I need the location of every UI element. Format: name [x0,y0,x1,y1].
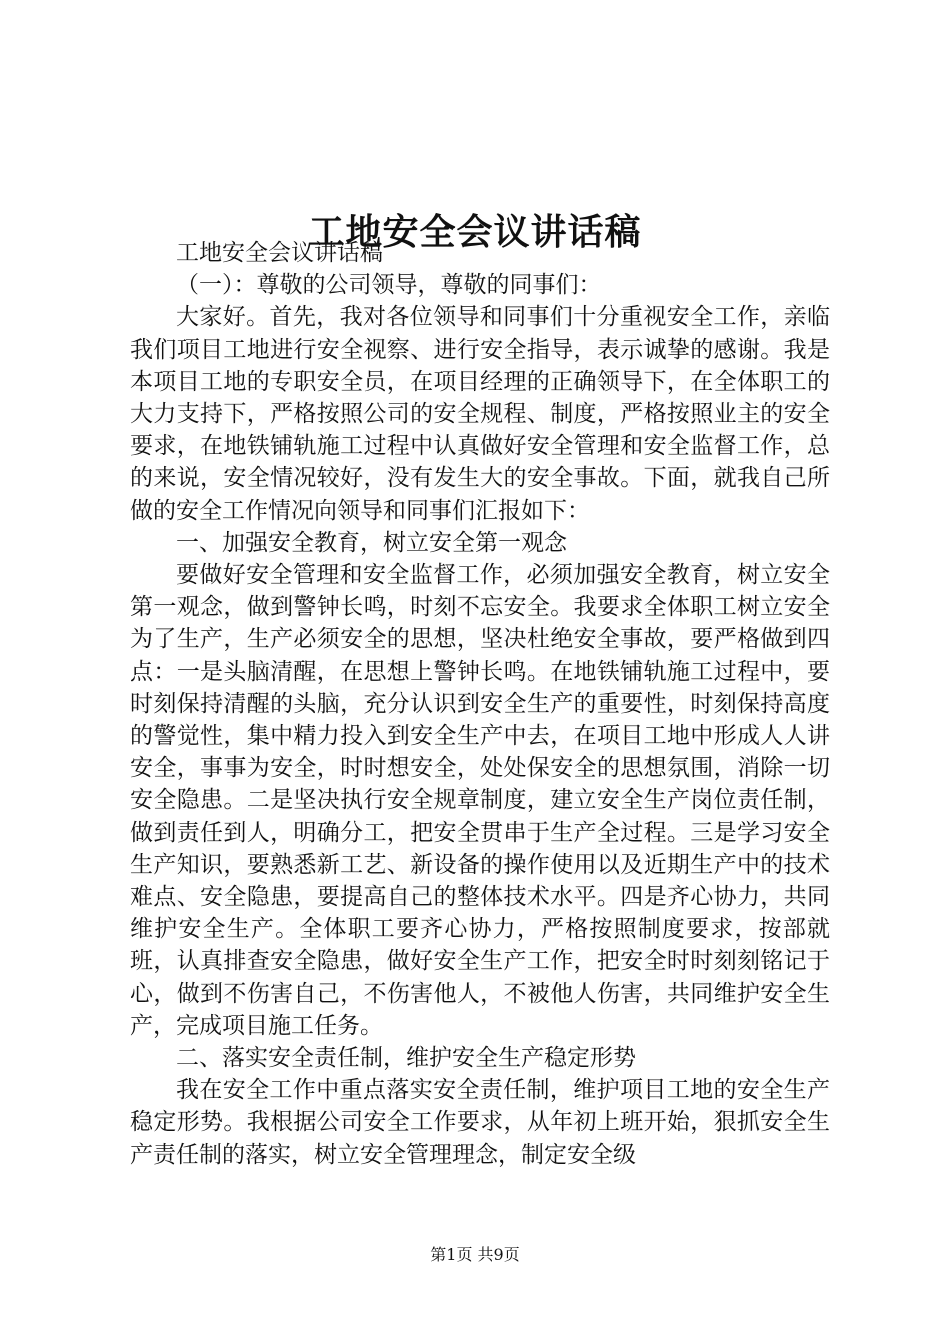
paragraph-opening: 大家好。首先，我对各位领导和同事们十分重视安全工作，亲临我们项目工地进行安全视察、进行安全指导，表示诚挚的感谢。我是本项目工地的专职安全员，在项目经理的正确领导下，在全体职工的大力支持下，严格按照公司的安全规程、制度，严格按照业主的安全要求，在地铁铺轨施工过程中认真做好安全管理和安全监督工作，总的来说，安全情况较好，没有发生大的安全事故。下面，就我自己所做的安全工作情况向领导和同事们汇报如下： [130,304,830,524]
paragraph-section-2: 我在安全工作中重点落实安全责任制，维护项目工地的安全生产稳定形势。我根据公司安全工作要求，从年初上班开始，狠抓安全生产责任制的落实，树立安全管理理念，制定安全级 [130,1077,830,1168]
page-title: 工地安全会议讲话稿 [308,211,642,254]
page-number: 第1页 共9页 [430,1245,520,1264]
section-heading-2: 二、落实安全责任制，维护安全生产稳定形势 [176,1045,636,1072]
document-body [130,237,830,1171]
section-heading-1: 一、加强安全教育，树立安全第一观念 [176,529,567,556]
paragraph-subtitle: 工地安全会议讲话稿 [176,240,383,266]
paragraph-section-1: 要做好安全管理和安全监督工作，必须加强安全教育，树立安全第一观念，做到警钟长鸣，时刻不忘安全。我要求全体职工树立安全为了生产，生产必须安全的思想，坚决杜绝安全事故，要严格做到四点：一是头脑清醒，在思想上警钟长鸣。在地铁铺轨施工过程中，要时刻保持清醒的头脑，充分认识到安全生产的重要性，时刻保持高度的警觉性，集中精力投入到安全生产中去，在项目工地中形成人人讲安全，事事为安全，时时想安全，处处保安全的思想氛围，消除一切安全隐患。二是坚决执行安全规章制度，建立安全生产岗位责任制，做到责任到人，明确分工，把安全贯串于生产全过程。三是学习安全生产知识，要熟悉新工艺、新设备的操作使用以及近期生产中的技术难点、安全隐患，要提高自己的整体技术水平。四是齐心协力，共同维护安全生产。全体职工要齐心协力，严格按照制度要求，按部就班，认真排查安全隐患，做好安全生产工作，把安全时时刻刻铭记于心，做到不伤害自己，不伤害他人，不被他人伤害，共同维护安全生产，完成项目施工任务。 [130,562,830,1039]
paragraph-salutation: （一）：尊敬的公司领导，尊敬的同事们： [176,272,602,299]
